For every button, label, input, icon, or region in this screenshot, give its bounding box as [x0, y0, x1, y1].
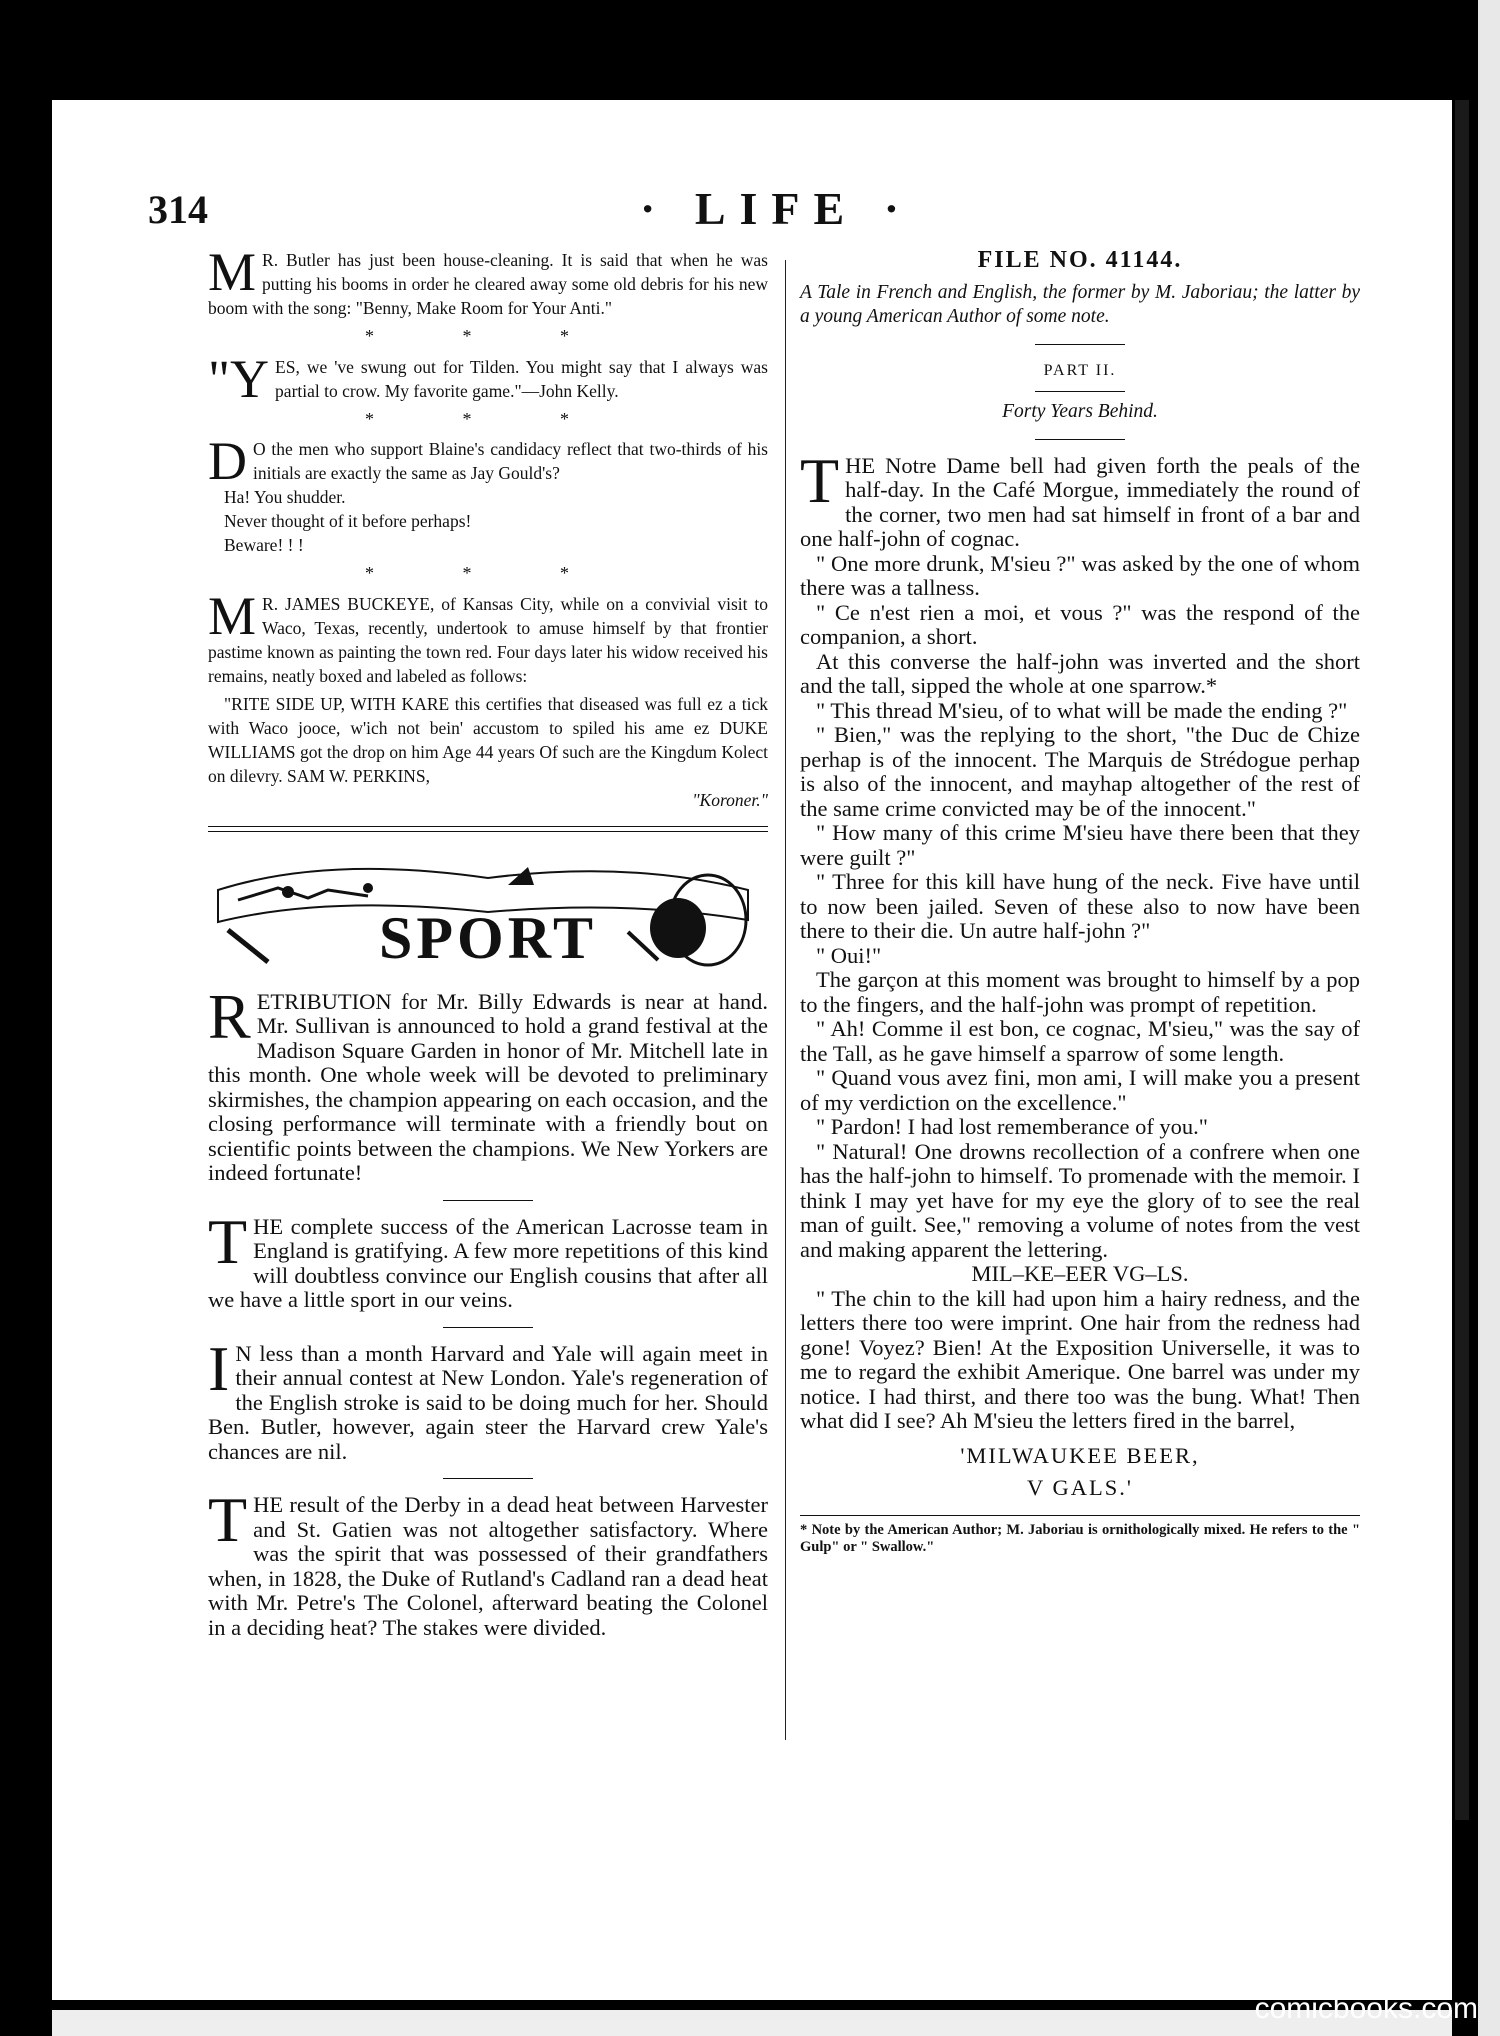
- story-paragraph: " Ce n'est rien a moi, et vous ?" was the respond of the companion, a short.: [800, 599, 1360, 649]
- text-line: Ha! You shudder.: [224, 487, 346, 507]
- drop-cap: M: [208, 585, 257, 646]
- epitaph-signature: "Koroner.": [692, 789, 768, 810]
- story-paragraph: " Three for this kill have hung of the neck. Five have until to now been jailed. Seven of these also to now have been there to their die. Un autre half-john ?": [800, 869, 1360, 943]
- story-paragraph: " Bien," was the replying to the short, "the Duc de Chize perhap is of the innocent. The Marquis de Strédogue perhap is also of the innocent, and mayhap altogether of the rest of the same crime convicted may be of the innocent.": [800, 722, 1360, 821]
- text-line: Beware! ! !: [224, 535, 304, 555]
- stars-divider: * * *: [365, 326, 611, 346]
- barrel-lettering: 'MILWAUKEE BEER,: [960, 1442, 1200, 1468]
- footnote: * Note by the American Author; M. Jaboriau is ornithologically mixed. He refers to the " Gulp" or " Swallow.": [800, 1521, 1360, 1555]
- story-paragraph: The garçon at this moment was brought to himself by a pop to the fingers, and the half-john was prompt of repetition.: [800, 967, 1360, 1017]
- drop-cap: D: [208, 431, 247, 491]
- left-column: [208, 242, 769, 1640]
- section-rule: [1035, 391, 1125, 392]
- right-column: [800, 248, 1360, 1556]
- file-title: FILE NO. 41144.: [977, 247, 1183, 273]
- lettering-line: MIL–KE–EER VG–LS.: [971, 1261, 1189, 1286]
- drop-cap: R: [208, 980, 251, 1052]
- drop-cap: "Y: [208, 348, 270, 409]
- section-rule: [443, 1478, 533, 1479]
- story-paragraph: " How many of this crime M'sieu have there been that they were guilt ?": [800, 820, 1360, 870]
- story-paragraph: " Natural! One drowns recollection of a confrere when one has the half-john to himself. To promenade with the memoir. I think I may yet have for my eye the glory of to see the real man of guilt. See," removing a volume of notes from the vest and making apparent the lettering.: [800, 1138, 1360, 1262]
- story-paragraph: " One more drunk, M'sieu ?" was asked by the one of whom there was a tallness.: [800, 550, 1360, 600]
- story-paragraph: " Ah! Comme il est bon, ce cognac, M'sieu," was the say of the Tall, as he gave himself a sparrow of some length.: [800, 1016, 1360, 1066]
- section-rule: [443, 1200, 533, 1201]
- story-paragraph: At this converse the half-john was inverted and the short and the tall, sipped the whole at one sparrow.*: [800, 648, 1360, 698]
- drop-cap: T: [800, 444, 840, 516]
- chapter-heading: Forty Years Behind.: [1002, 401, 1158, 422]
- story-paragraph: " This thread M'sieu, of to what will be made the ending ?": [816, 697, 1348, 723]
- butler-paragraph: M R. Butler has just been house-cleaning. It is said that when he was putting his booms in order he cleared away some old debris for his new boom with the song: "Benny, Make Room for Your Anti.": [208, 242, 768, 318]
- text-line: Never thought of it before perhaps!: [224, 511, 472, 531]
- story-paragraph: " Quand vous avez fini, mon ami, I will make you a present of my verdiction on the excellence.": [800, 1065, 1360, 1115]
- sport-title: SPORT: [379, 904, 597, 970]
- blaine-paragraph: D O the men who support Blaine's candidacy reflect that two-thirds of his initials are exactly the same as Jay Gould's?: [208, 431, 768, 491]
- harvard-yale-paragraph: I N less than a month Harvard and Yale will again meet in their annual contest at New London. Yale's regeneration of the English stroke is said to be doing much for her. Should Ben. Butler, however, again steer the Harvard crew Yale's chances are nil.: [208, 1332, 768, 1464]
- drop-cap: T: [208, 1205, 248, 1277]
- story-paragraph: " Pardon! I had lost rememberance of you.": [816, 1114, 1208, 1139]
- sport-illustration: [208, 850, 768, 970]
- stars-divider: * * *: [365, 408, 611, 429]
- page-number: 314: [148, 187, 208, 232]
- drop-cap: M: [208, 242, 257, 302]
- masthead: · LIFE ·: [640, 183, 914, 234]
- retribution-paragraph: RETRIBUTION for Mr. Billy Edwards is near at hand. Mr. Sullivan is announced to hold a grand festival at the Madison Square Garden in honor of Mr. Mitchell late in this month. One whole week will be devoted to preliminary skirmishes, the champion appearing on each occasion, and the closing performance will terminate with a friendly bout on scientific points between the champions. We New Yorkers are indeed fortunate!: [208, 980, 768, 1185]
- buckeye-paragraph: M R. JAMES BUCKEYE, of Kansas City, while on a convivial visit to Waco, Texas, recently, undertook to amuse himself by that frontier pastime known as painting the town red. Four days later his widow received his remains, neatly boxed and labeled as follows:: [208, 585, 768, 686]
- drop-cap: I: [208, 1332, 230, 1404]
- part-heading: PART II.: [1043, 361, 1117, 379]
- scan-shadow: [1455, 100, 1469, 1820]
- section-rule: [443, 1327, 533, 1328]
- section-rule: [1035, 344, 1125, 345]
- column-divider: [785, 260, 786, 1740]
- lacrosse-paragraph: THE complete success of the American Lacrosse team in England is gratifying. A few more repetitions of this kind will doubtless convince our English cousins that after all we have a little sport in our veins.: [208, 1205, 769, 1312]
- story-paragraph: " Oui!": [816, 942, 882, 968]
- watermark-logo: comicbooks.com: [1254, 1992, 1478, 2025]
- drop-cap: T: [208, 1484, 248, 1555]
- story-paragraph: " The chin to the kill had upon him a hairy redness, and the letters there too were imprint. One hair from the redness had gone! Voyez? Bien! At the Exposition Universelle, it was to me to regard the exhibit Amerique. One barrel was under my notice. I had thirst, and there too was the bung. What! Then what did I see? Ah M'sieu the letters fired in the barrel,: [800, 1285, 1360, 1433]
- stars-divider: * * *: [365, 563, 611, 583]
- double-rule: [208, 826, 768, 832]
- barrel-lettering: V GALS.': [1027, 1475, 1133, 1500]
- scan-bottom: [52, 2010, 1452, 2036]
- scan-edge: [1478, 0, 1500, 2036]
- story-subtitle: A Tale in French and English, the former by M. Jaboriau; the latter by a young American Author of some note.: [800, 281, 1360, 327]
- story-paragraph: THE Notre Dame bell had given forth the peals of the half-day. In the Café Morgue, immediately the round of the corner, two men had sat himself in front of a bar and one half-john of cognac.: [800, 444, 1360, 551]
- derby-paragraph: THE result of the Derby in a dead heat between Harvester and St. Gatien was not altogether satisfactory. Where was the spirit that was possessed of their grandfathers when, in 1828, the Duke of Rutland's Cadland ran a dead heat with Mr. Petre's The Colonel, afterward beating the Colonel in a deciding heat? The stakes were divided.: [208, 1484, 768, 1640]
- kelly-paragraph: "YES, we 've swung out for Tilden. You might say that I always was partial to crow. My favorite game."—John Kelly.: [208, 348, 768, 409]
- footnote-rule: [800, 1515, 1360, 1516]
- section-rule: [1035, 439, 1125, 440]
- epitaph-quote: "RITE SIDE UP, WITH KARE this certifies that diseased was full ez a tick with Waco jooce, w'ich not bein' accustom to spiled his ame ez DUKE WILLIAMS got the drop on him Age 44 years Of such are the Kingdum Kolect on dilevry. SAM W. PERKINS,: [208, 693, 768, 786]
